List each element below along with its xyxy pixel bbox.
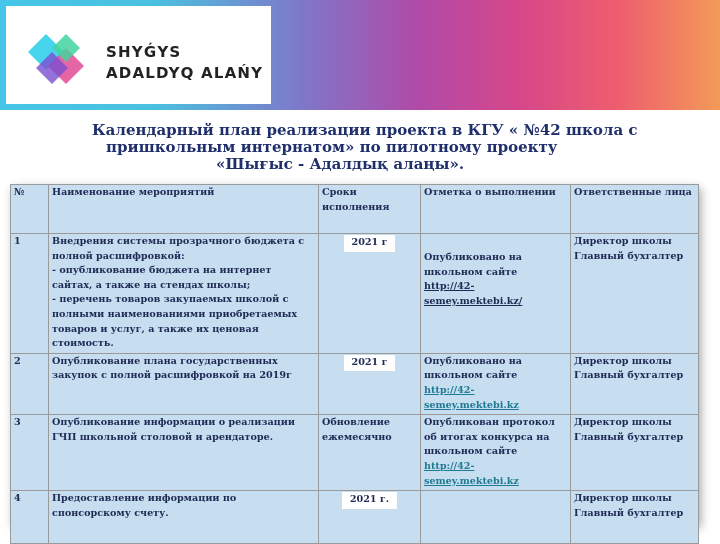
deadline-value: 2021 г xyxy=(344,355,396,372)
row-num: 2 xyxy=(11,353,49,414)
status-text: Опубликовано на школьном сайте xyxy=(424,355,523,382)
table-header-row xyxy=(11,185,699,234)
header-banner xyxy=(0,0,720,110)
header-num: № xyxy=(11,185,49,234)
row-deadline: Обновление ежемесячно xyxy=(319,415,421,491)
header-status: Отметка о выполнении xyxy=(421,185,571,234)
row-name-line: - опубликование бюджета на интернет сайтах, а также на стендах школы; xyxy=(52,265,272,291)
row-name: Опубликование информации о реализации ГЧП школьной столовой и арендаторе. xyxy=(49,415,319,491)
row-num: 3 xyxy=(11,415,49,491)
row-name xyxy=(49,234,319,354)
table-row xyxy=(11,234,699,354)
logo-mark-icon xyxy=(22,26,92,90)
row-status xyxy=(421,234,571,354)
page-title xyxy=(60,122,660,173)
table-row xyxy=(11,415,699,491)
responsible-person: Главный бухгалтер xyxy=(574,431,684,443)
row-responsible xyxy=(571,353,699,414)
row-responsible xyxy=(571,491,699,544)
row-name: Предоставление информации по спонсорскому счету. xyxy=(49,491,319,544)
row-deadline xyxy=(319,353,421,414)
row-deadline xyxy=(319,491,421,544)
row-name-line: Внедрения системы прозрачного бюджета с полной расшифровкой: xyxy=(52,236,305,262)
row-name-line: - перечень товаров закупаемых школой с полными наименованиями приобретаемых товаров и услуг, а также их ценовая стоимость. xyxy=(52,294,298,350)
row-name-text xyxy=(52,235,315,352)
title-line-3: «Шығыс - Адалдық алаңы». xyxy=(216,155,465,173)
logo xyxy=(6,6,271,104)
row-deadline xyxy=(319,234,421,354)
row-responsible xyxy=(571,234,699,354)
responsible-person: Директор школы xyxy=(574,417,672,429)
deadline-value: 2021 г xyxy=(344,235,396,252)
table-row xyxy=(11,353,699,414)
title-line-2: пришкольным интернатом» по пилотному проекту xyxy=(106,138,558,156)
row-name: Опубликование плана государственных закупок с полной расшифровкой на 2019г xyxy=(49,353,319,414)
header-deadline: Сроки исполнения xyxy=(319,185,421,234)
deadline-value: 2021 г. xyxy=(342,492,397,509)
logo-line-2: ADALDYQ ALAŃY xyxy=(106,64,264,82)
responsible-person: Директор школы xyxy=(574,236,672,247)
row-responsible xyxy=(571,415,699,491)
row-num: 1 xyxy=(11,234,49,354)
plan-table xyxy=(10,184,699,544)
status-text: Опубликовано на школьном сайте xyxy=(424,252,523,278)
responsible-person: Директор школы xyxy=(574,493,672,505)
responsible-person: Директор школы xyxy=(574,355,672,367)
plan-table-sheet xyxy=(10,184,698,524)
row-status xyxy=(421,415,571,491)
header-responsible: Ответственные лица xyxy=(571,185,699,234)
status-text: Опубликован протокол об итогах конкурса на школьном сайте xyxy=(424,417,555,458)
responsible-person: Главный бухгалтер xyxy=(574,370,684,382)
responsible-person: Главный бухгалтер xyxy=(574,250,684,262)
logo-wordmark xyxy=(106,42,263,84)
row-status xyxy=(421,353,571,414)
row-status xyxy=(421,491,571,544)
status-link[interactable]: http://42-semey.mektebi.kz/ xyxy=(424,281,523,307)
header-name: Наименование мероприятий xyxy=(49,185,319,234)
responsible-person: Главный бухгалтер xyxy=(574,507,684,519)
logo-line-1: SHYǴYS xyxy=(106,43,182,61)
title-line-1: Календарный план реализации проекта в КГУ « №42 школа с xyxy=(92,121,638,139)
status-link[interactable]: http://42-semey.mektebi.kz xyxy=(424,460,519,487)
row-num: 4 xyxy=(11,491,49,544)
table-row xyxy=(11,491,699,544)
status-link[interactable]: http://42-semey.mektebi.kz xyxy=(424,384,519,411)
